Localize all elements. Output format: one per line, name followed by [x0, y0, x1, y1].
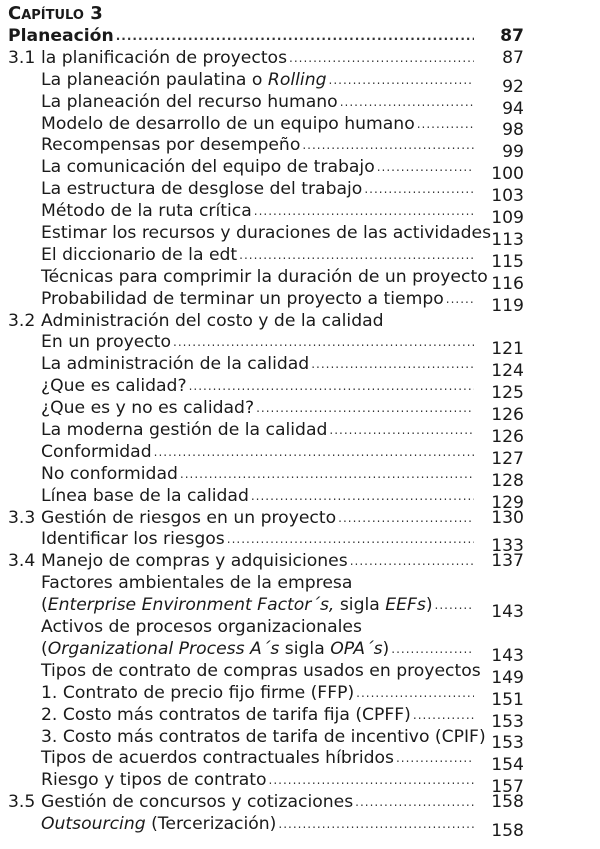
page-number: 119	[491, 295, 524, 316]
text-segment: Gestión de riesgos en un proyecto	[41, 507, 337, 528]
italic-text: Rolling	[267, 69, 327, 90]
entry-text	[41, 573, 352, 595]
toc-entry[interactable]	[8, 748, 524, 776]
text-segment: (Tercerización)	[145, 814, 277, 835]
text-segment: La moderna gestión de la calidad	[41, 420, 328, 441]
section-number	[8, 135, 41, 157]
toc-entry[interactable]	[8, 463, 524, 491]
page-number: 121	[491, 339, 524, 360]
toc-entry-title	[8, 26, 478, 48]
toc-entry[interactable]	[8, 617, 520, 639]
toc-entry[interactable]	[8, 223, 524, 250]
text-segment: En un proyecto	[41, 332, 172, 353]
page-number: 87	[502, 47, 524, 68]
section-number: 3.3	[8, 507, 36, 528]
section-number	[8, 661, 41, 683]
toc-entry-title	[8, 420, 478, 442]
toc-entry-title	[8, 266, 488, 289]
dot-leader	[311, 354, 474, 376]
dot-leader	[227, 529, 474, 551]
dot-leader	[364, 179, 474, 201]
dot-leader	[338, 508, 474, 530]
toc-entry-title	[8, 70, 478, 92]
toc-entry-title	[8, 289, 478, 311]
dot-leader	[251, 486, 474, 508]
entry-text	[41, 92, 338, 114]
toc-entry[interactable]	[8, 638, 524, 666]
section-number	[8, 376, 41, 398]
section-number	[8, 464, 41, 486]
text-segment: (	[41, 595, 48, 616]
toc-entry-title	[8, 573, 474, 595]
dot-leader	[377, 157, 474, 179]
dot-leader	[173, 332, 474, 354]
text-segment: Tipos de contrato de compras usados en proyectos	[41, 660, 481, 681]
page-number: 103	[491, 186, 524, 207]
italic-text: OPA´s	[330, 638, 383, 659]
toc-entry-title	[8, 595, 478, 617]
dot-leader	[254, 201, 474, 223]
entry-text	[41, 114, 415, 136]
text-segment: La comunicación del equipo de trabajo	[41, 157, 375, 178]
dot-leader	[154, 442, 474, 464]
toc-entry-title	[8, 48, 478, 70]
section-number	[8, 70, 41, 92]
toc-entry-title	[8, 201, 478, 223]
italic-text: Organizational Process A´s	[47, 638, 280, 659]
toc-entry-title	[8, 529, 478, 551]
entry-text	[41, 201, 252, 223]
entry-text	[41, 48, 287, 70]
page-number: 157	[491, 777, 524, 798]
section-number	[8, 683, 41, 705]
toc-entry[interactable]	[8, 529, 524, 557]
toc-entry-title	[8, 157, 478, 179]
entry-text	[41, 420, 327, 442]
text-segment: Método de la ruta crítica	[41, 201, 252, 222]
toc-entry[interactable]	[8, 157, 524, 185]
text-segment: Activos de procesos organizacionales	[41, 617, 362, 638]
section-number: 3.2	[8, 310, 36, 331]
toc-entry-title	[8, 464, 478, 486]
table-of-contents	[8, 2, 524, 841]
page-number: 125	[491, 383, 524, 404]
entry-text	[41, 311, 384, 333]
dot-leader	[116, 26, 474, 48]
toc-entry-title	[8, 442, 478, 464]
italic-text: Outsourcing	[41, 814, 146, 835]
entry-text	[41, 398, 254, 420]
toc-entry[interactable]	[8, 792, 524, 814]
entry-text	[41, 179, 362, 201]
section-number	[8, 289, 41, 311]
toc-entries	[8, 26, 524, 841]
page-number: 158	[491, 792, 524, 813]
italic-text: Enterprise Environment Factor´s,	[47, 595, 335, 616]
entry-text	[41, 683, 354, 705]
text-segment: )	[382, 638, 390, 659]
toc-entry[interactable]	[8, 507, 524, 530]
page-number: 116	[491, 273, 524, 294]
dot-leader	[239, 245, 474, 267]
dot-leader	[356, 683, 474, 705]
text-segment: Estimar los recursos y duraciones de las actividades	[41, 223, 492, 244]
dot-leader	[446, 289, 474, 311]
toc-entry-title	[8, 792, 478, 814]
text-segment: La planeación del recurso humano	[41, 91, 338, 112]
entry-text	[41, 289, 444, 311]
section-number	[8, 814, 41, 836]
toc-entry[interactable]	[8, 201, 524, 229]
italic-text: EEFs	[385, 595, 426, 616]
page-number: 94	[502, 98, 524, 119]
text-segment: Identificar los riesgos	[41, 529, 225, 550]
page-number: 115	[491, 251, 524, 272]
toc-entry[interactable]	[8, 376, 524, 404]
toc-entry-title	[8, 354, 478, 376]
section-number	[8, 595, 41, 617]
text-segment: sigla	[279, 638, 331, 659]
section-number	[8, 114, 41, 136]
section-number	[8, 748, 41, 770]
toc-entry[interactable]	[8, 441, 524, 469]
text-segment: (	[41, 638, 48, 659]
entry-text	[41, 157, 375, 179]
dot-leader	[278, 814, 474, 836]
section-number: 3.5	[8, 792, 36, 813]
toc-entry-title	[8, 376, 478, 398]
page-number: 124	[491, 361, 524, 382]
entry-text	[41, 661, 481, 683]
dot-leader	[350, 551, 474, 573]
toc-entry[interactable]	[8, 420, 524, 447]
dot-leader	[391, 639, 474, 661]
chapter-label: Capítulo 3	[8, 3, 103, 24]
page-number: 133	[491, 536, 524, 557]
text-segment: Factores ambientales de la empresa	[41, 573, 353, 594]
entry-text	[41, 486, 249, 508]
text-segment: )	[425, 595, 433, 616]
entry-text	[8, 26, 114, 48]
section-number: 3.1	[8, 47, 36, 68]
dot-leader	[396, 748, 474, 770]
section-number	[8, 201, 41, 223]
text-segment: 1. Contrato de precio fijo firme (FFP)	[41, 682, 355, 703]
entry-text	[41, 617, 362, 639]
text-segment: La estructura de desglose del trabajo	[41, 179, 363, 200]
toc-entry-title	[8, 639, 478, 661]
page-number: 149	[491, 667, 524, 688]
page-number: 92	[502, 76, 524, 97]
toc-entry[interactable]	[8, 288, 524, 316]
section-number	[8, 157, 41, 179]
section-number	[8, 727, 41, 749]
toc-entry-title	[8, 660, 481, 683]
toc-entry[interactable]	[8, 311, 520, 333]
text-segment: Recompensas por desempeño	[41, 135, 301, 156]
toc-entry-title	[8, 311, 474, 333]
dot-leader	[269, 770, 474, 792]
section-number	[8, 354, 41, 376]
entry-text	[41, 245, 237, 267]
entry-text	[41, 267, 488, 289]
toc-entry-title	[8, 705, 478, 727]
section-number	[8, 245, 41, 267]
text-segment: Gestión de concursos y cotizaciones	[41, 792, 354, 813]
toc-entry[interactable]	[8, 726, 524, 754]
page-number: 158	[491, 820, 524, 841]
toc-entry-title	[8, 398, 478, 420]
toc-entry-title	[8, 135, 478, 157]
toc-entry-title	[8, 486, 478, 508]
text-segment: La planeación paulatina o	[41, 69, 268, 90]
text-segment: 3. Costo más contratos de tarifa de incentivo (CPIF)	[41, 726, 486, 747]
dot-leader	[417, 114, 474, 136]
entry-text	[41, 529, 225, 551]
entry-text	[41, 814, 276, 836]
page-number: 143	[491, 602, 524, 623]
entry-text	[41, 442, 152, 464]
dot-leader	[189, 376, 474, 398]
text-segment: Administración del costo y de la calidad	[41, 310, 384, 331]
text-segment: ¿Que es y no es calidad?	[41, 398, 255, 419]
page-number: 154	[491, 755, 524, 776]
section-number	[8, 420, 41, 442]
dot-leader	[302, 135, 474, 157]
section-number	[8, 573, 41, 595]
toc-entry[interactable]	[8, 354, 524, 382]
text-segment: 2. Costo más contratos de tarifa fija (CPFF)	[41, 704, 411, 725]
toc-entry[interactable]	[8, 704, 524, 732]
text-segment: El diccionario de la edt	[41, 244, 238, 265]
toc-entry-title	[8, 814, 478, 836]
toc-entry-title	[8, 748, 478, 770]
toc-entry[interactable]	[8, 660, 524, 688]
toc-entry-title	[8, 726, 486, 749]
section-number	[8, 705, 41, 727]
toc-entry[interactable]	[8, 682, 524, 710]
toc-entry[interactable]	[8, 485, 524, 513]
toc-entry-title	[8, 617, 474, 639]
page-number: 109	[491, 208, 524, 229]
toc-entry[interactable]	[8, 770, 524, 798]
toc-entry[interactable]	[8, 332, 524, 360]
page-number: 130	[491, 507, 524, 528]
toc-entry-title	[8, 223, 492, 245]
entry-text	[41, 464, 178, 486]
text-segment: Línea base de la calidad	[41, 485, 249, 506]
dot-leader	[329, 420, 474, 442]
dot-leader	[364, 617, 470, 639]
toc-entry-title	[8, 770, 478, 792]
dot-leader	[256, 398, 474, 420]
text-segment: Riesgo y tipos de contrato	[41, 770, 267, 791]
section-number	[8, 770, 41, 792]
page-number: 129	[491, 492, 524, 513]
text-segment: Manejo de compras y adquisiciones	[41, 551, 348, 572]
section-number	[8, 398, 41, 420]
toc-entry-title	[8, 683, 478, 705]
entry-text	[41, 727, 486, 749]
toc-entry[interactable]	[8, 266, 524, 294]
entry-text	[41, 705, 411, 727]
text-segment: No conformidad	[41, 463, 178, 484]
toc-entry[interactable]	[8, 69, 524, 97]
entry-text	[41, 135, 300, 157]
page-number: 143	[491, 645, 524, 666]
section-number	[8, 332, 41, 354]
page-number: 126	[491, 405, 524, 426]
page-number: 126	[491, 426, 524, 447]
dot-leader	[354, 573, 470, 595]
page-number: 127	[491, 448, 524, 469]
entry-text	[41, 792, 353, 814]
toc-entry[interactable]	[8, 135, 524, 163]
toc-entry-title	[8, 508, 478, 530]
toc-entry[interactable]	[8, 91, 524, 119]
toc-entry[interactable]	[8, 179, 524, 207]
section-number	[8, 486, 41, 508]
toc-entry-title	[8, 114, 478, 136]
text-segment: Conformidad	[41, 441, 152, 462]
toc-entry-title	[8, 92, 478, 114]
section-number	[8, 179, 41, 201]
section-number	[8, 617, 41, 639]
page-number: 98	[502, 120, 524, 141]
dot-leader	[386, 311, 470, 333]
entry-text	[41, 70, 327, 92]
page-number: 137	[491, 551, 524, 572]
entry-text	[41, 376, 187, 398]
toc-entry[interactable]	[8, 573, 520, 595]
page-number: 151	[491, 689, 524, 710]
section-number	[8, 639, 41, 661]
page-number: 87	[500, 26, 524, 46]
page-number: 113	[491, 229, 524, 250]
text-segment: La administración de la calidad	[41, 354, 310, 375]
dot-leader	[289, 48, 474, 70]
toc-entry-title	[8, 332, 478, 354]
toc-entry[interactable]	[8, 814, 524, 841]
text-segment: sigla	[334, 595, 386, 616]
entry-text	[41, 354, 309, 376]
toc-entry[interactable]	[8, 595, 524, 623]
entry-text	[41, 223, 491, 245]
toc-entry[interactable]	[8, 47, 524, 70]
toc-entry[interactable]	[8, 398, 524, 426]
toc-entry-title	[8, 551, 478, 573]
section-number	[8, 529, 41, 551]
dot-leader	[413, 705, 474, 727]
text-segment: la planificación de proyectos	[41, 47, 288, 68]
section-number	[8, 92, 41, 114]
entry-text	[41, 595, 433, 617]
toc-entry[interactable]	[8, 113, 524, 141]
text-segment: Probabilidad de terminar un proyecto a tiempo	[41, 288, 444, 309]
entry-text	[41, 508, 336, 530]
dot-leader	[355, 792, 474, 814]
section-number	[8, 223, 41, 245]
toc-entry-title	[8, 179, 478, 201]
entry-text	[41, 639, 389, 661]
toc-entry[interactable]	[8, 244, 524, 272]
entry-text	[41, 551, 348, 573]
entry-text	[41, 748, 394, 770]
toc-entry-title	[8, 245, 478, 267]
toc-entry[interactable]	[8, 551, 524, 573]
dot-leader	[435, 595, 474, 617]
toc-entry[interactable]	[8, 26, 524, 48]
text-segment: Tipos de acuerdos contractuales híbridos	[41, 748, 394, 769]
page-number: 100	[491, 164, 524, 185]
page-number: 128	[491, 470, 524, 491]
text-segment: Planeación	[8, 26, 114, 46]
text-segment: Técnicas para comprimir la duración de un proyecto	[41, 266, 488, 287]
section-number	[8, 267, 41, 289]
page-number: 153	[491, 711, 524, 732]
entry-text	[41, 332, 171, 354]
text-segment: Modelo de desarrollo de un equipo humano	[41, 113, 415, 134]
entry-text	[41, 770, 267, 792]
dot-leader	[340, 92, 474, 114]
section-number: 3.4	[8, 551, 36, 572]
page-number: 153	[491, 733, 524, 754]
section-number	[8, 442, 41, 464]
dot-leader	[329, 70, 474, 92]
page-number: 99	[502, 142, 524, 163]
text-segment: ¿Que es calidad?	[41, 376, 187, 397]
dot-leader	[180, 464, 474, 486]
